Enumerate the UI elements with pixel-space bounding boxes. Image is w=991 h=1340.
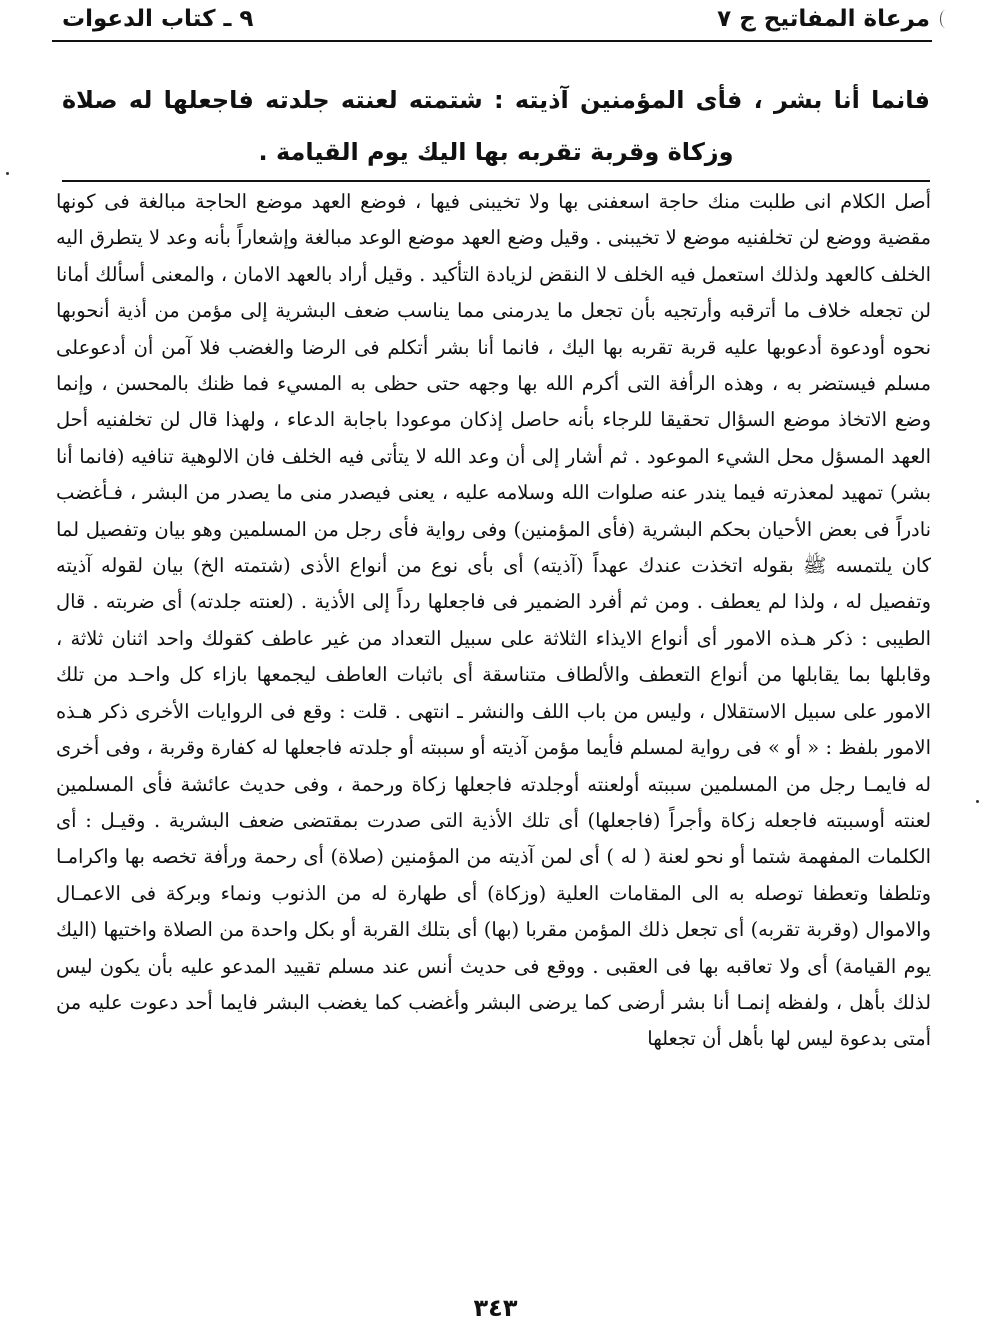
header-rule [52,40,932,42]
margin-mark [940,10,951,28]
commentary-block [56,184,931,1294]
chapter-title: ٩ ـ كتاب الدعوات [62,6,254,32]
page-number: ٣٤٣ [473,1294,518,1322]
margin-dot [976,800,979,803]
hadith-text: فانما أنا بشر ، فأى المؤمنين آذيته : شتمته لعنته جلدته فاجعلها له صلاة وزكاة وقربة تقربه بها اليك يوم القيامة . [62,86,930,166]
commentary-rule [62,180,930,182]
book-title: مرعاة المفاتيح ج ٧ [717,6,930,32]
commentary-paragraph: أصل الكلام انى طلبت منك حاجة اسعفنى بها ولا تخيبنى فيها ، فوضع العهد موضع الحاجة مبالغة فى كونها مقضية ووضع لن تخلفنيه موضع لا تخيبنى . وقيل وضع العهد موضع الوعد مبالغة وإشعاراً بأنه وعد لا يتطرق اليه الخلف كالعهد ولذلك استعمل فيه الخلف لا النقض لزيادة التأكيد . وقيل أراد بالعهد الامان ، والمعنى أسألك أمانا لن تجعله خلاف ما أترقبه وأرتجيه بأن تجعل ما يدرمنى مما يناسب ضعف البشرية إلى مؤمن من أذية أنحوبها نحوه أودعوة أدعوبها عليه قربة تقربه بها اليك ، فانما أنا بشر أتكلم فى الرضا والغضب فلا آمن أن أدعوعلى مسلم فيستضر به ، وهذه الرأفة التى أكرم الله بها وجهه حتى حظى به المسيء فما ظنك بالمحسن ، وإنما وضع الاتخاذ موضع السؤال تحقيقا للرجاء بأنه حاصل إذكان موعودا باجابة الدعاء ، ولهذا قال لن تخلفنيه أحل العهد المسؤل محل الشيء الموعود . ثم أشار إلى أن وعد الله لا يتأتى فيه الخلف فان الالوهية تنافيه (فانما أنا بشر) تمهيد لمعذرته فيما يندر عنه صلوات الله وسلامه عليه ، يعنى فيصدر منى ما يصدر من البشر ، فـأغضب نادراً فى بعض الأحيان بحكم البشرية (فأى المؤمنين) وفى رواية فأى رجل من المسلمين وهو بيان وتفصيل لما كان يلتمسه ﷺ بقوله اتخذت عندك عهداً (آذيته) أى بأى نوع من أنواع الأذى (شتمته الخ) بيان لقوله آذيته وتفصيل له ، ولذا لم يعطف . ومن ثم أفرد الضمير فى فاجعلها رداً إلى الأذية . (لعنته جلدته) أى ضربته . قال الطيبى : ذكر هـذه الامور أى أنواع الايذاء الثلاثة على سبيل التعداد من غير عاطف كقولك واحد اثنان ثلاثة ، وقابلها بما يقابلها من أنواع التعطف والألطاف متناسقة أى باثبات العاطف ليجمعها بازاء كل واحـد من تلك الامور على سبيل الاستقلال ، وليس من باب اللف والنشر ـ انتهى . قلت : وقع فى الروايات الأخرى ذكر هـذه الامور بلفظ : « أو » فى رواية لمسلم فأيما مؤمن آذيته أو سببته أو جلدته فاجعلها له كفارة وقربة ، وفى أخرى له فايمـا رجل من المسلمين سببته أولعنته أوجلدته فاجعلها زكاة ورحمة ، وفى حديث عائشة فأى المسلمين لعنته أوسببته فاجعله زكاة وأجراً (فاجعلها) أى تلك الأذية التى صدرت بمقتضى ضعف البشرية . وقيـل : أى الكلمات المفهمة شتما أو نحو لعنة ( له ) أى لمن آذيته من المؤمنين (صلاة) أى رحمة ورأفة تخصه بها واكرامـا وتلطفا وتعطفا توصله به الى المقامات العلية (وزكاة) أى طهارة له من الذنوب ونماء وبركة فى الاعمـال والاموال (وقربة تقربه) أى تجعل ذلك المؤمن مقربا (بها) أى بتلك القربة أو بكل واحدة من الصلاة واختيها (اليك يوم القيامة) أى ولا تعاقبه بها فى العقبى . ووقع فى حديث أنس عند مسلم تقييد المدعو عليه بأن يكون ليس لذلك بأهل ، ولفظه إنمـا أنا بشر أرضى كما يرضى البشر وأغضب كما يغضب البشر فايما أحد دعوت عليه من أمتى بدعوة ليس لها بأهل أن تجعلها [56,190,931,1051]
margin-dot [6,172,9,175]
running-header [62,2,930,36]
